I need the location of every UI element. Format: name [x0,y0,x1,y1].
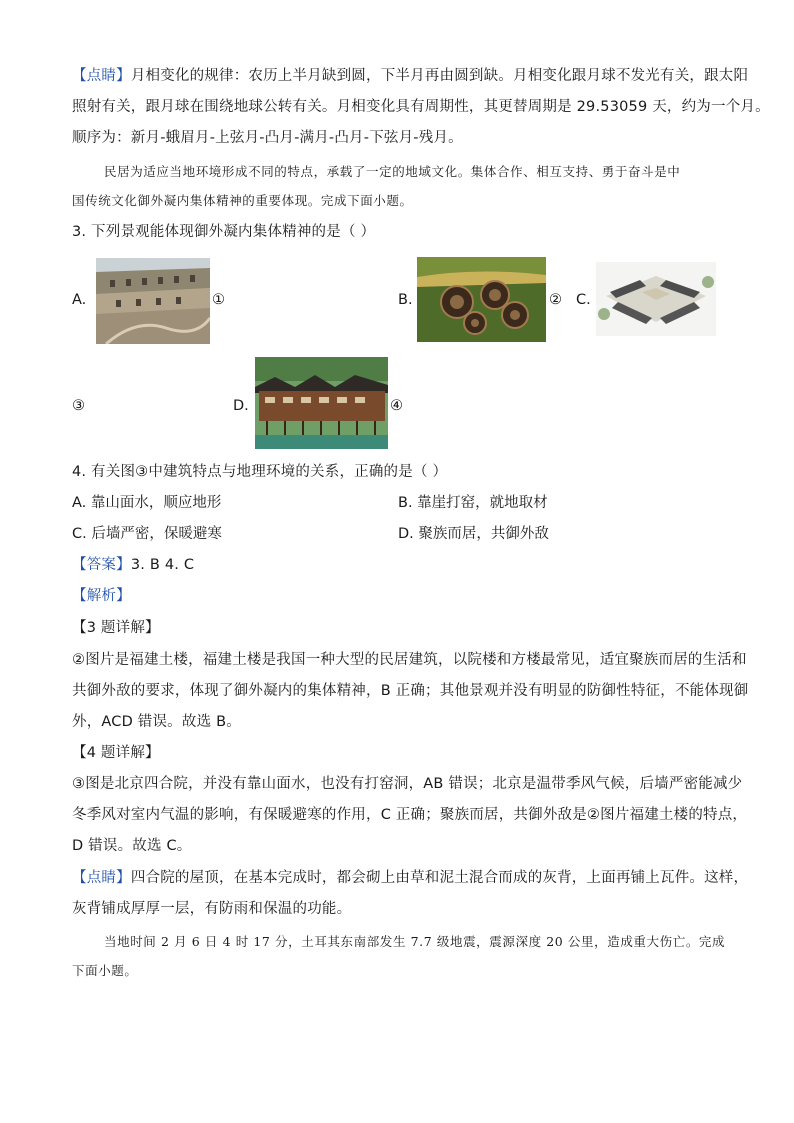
option-d-label: D. [233,398,249,414]
tip-tag: 【点睛】 [72,68,131,84]
detail-4-line: 冬季风对室内气温的影响，有保暖避寒的作用，C 正确；聚族而居，共御外敌是②图片福建土楼的特点， [72,807,748,823]
detail-4-line: ③图是北京四合院，并没有靠山面水，也没有打窑洞，AB 错误；北京是温带季风气候，后墙严密能减少 [72,776,743,792]
detail-4-tag: 【4 题详解】 [72,745,160,761]
option-a-label: A. [72,292,87,308]
image-marker-1: ① [212,292,225,308]
q4-option-a: A. 靠山面水，顺应地形 [72,495,222,511]
tip-text: 月相变化的规律：农历上半月缺到圆，下半月再由圆到缺。月相变化跟月球不发光有关，跟太阳 [130,68,749,84]
beijing-siheyuan-image [596,262,716,336]
option-b-label: B. [398,292,413,308]
image-marker-2: ② [549,292,562,308]
intro-paragraph-line: 下面小题。 [72,963,138,978]
option-c-label: C. [576,292,591,308]
detail-3-line: ②图片是福建土楼，福建土楼是我国一种大型的民居建筑，以院楼和方楼最常见，适宜聚族而居的生活和 [72,652,747,668]
answer-text: 3. B 4. C [130,557,195,573]
answer-tag: 【答案】 [72,557,131,573]
image-marker-4: ④ [390,398,403,414]
question-4-stem: 4. 有关图③中建筑特点与地理环境的关系，正确的是（ ） [72,464,448,480]
intro-paragraph-line: 当地时间 2 月 6 日 4 时 17 分，土耳其东南部发生 7.7 级地震，震源深度 20 公里，造成重大伤亡。完成 [104,934,726,949]
tip-text: 四合院的屋顶，在基本完成时，都会砌上由草和泥土混合而成的灰背，上面再铺上瓦件。这样， [130,870,749,886]
q4-option-d: D. 聚族而居，共御外敌 [398,526,549,542]
detail-3-line: 共御外敌的要求，体现了御外凝内的集体精神，B 正确；其他景观并没有明显的防御性特征，不能体现御 [72,683,749,699]
q4-option-b: B. 靠崖打窑，就地取材 [398,495,548,511]
intro-paragraph-line: 国传统文化御外凝内集体精神的重要体现。完成下面小题。 [72,193,413,208]
tip-paragraph-line [72,868,748,888]
intro-paragraph-line: 民居为适应当地环境形成不同的特点，承载了一定的地域文化。集体合作、相互支持、勇于奋斗是中 [104,164,681,179]
detail-4-line: D 错误。故选 C。 [72,838,192,854]
tip-tag: 【点睛】 [72,870,131,886]
detail-3-line: 外，ACD 错误。故选 B。 [72,714,241,730]
loess-cave-dwelling-image [96,258,210,344]
tip-paragraph-line: 顺序为：新月-蛾眉月-上弦月-凸月-满月-凸月-下弦月-残月。 [72,130,463,146]
tip-paragraph-line: 灰背铺成厚厚一层，有防雨和保温的功能。 [72,901,352,917]
q4-option-c: C. 后墙严密，保暖避寒 [72,526,222,542]
image-marker-3: ③ [72,398,85,414]
stilted-riverside-houses-image [255,357,388,449]
tip-paragraph-line [72,66,748,86]
question-3-stem: 3. 下列景观能体现御外凝内集体精神的是（ ） [72,224,376,240]
tip-paragraph-line: 照射有关，跟月球在围绕地球公转有关。月相变化具有周期性，其更替周期是 29.53059 天，约为一个月。 [72,99,770,115]
detail-3-tag: 【3 题详解】 [72,620,160,636]
analysis-tag: 【解析】 [72,588,131,604]
fujian-tulou-image [417,257,546,342]
answer-line [72,555,194,575]
